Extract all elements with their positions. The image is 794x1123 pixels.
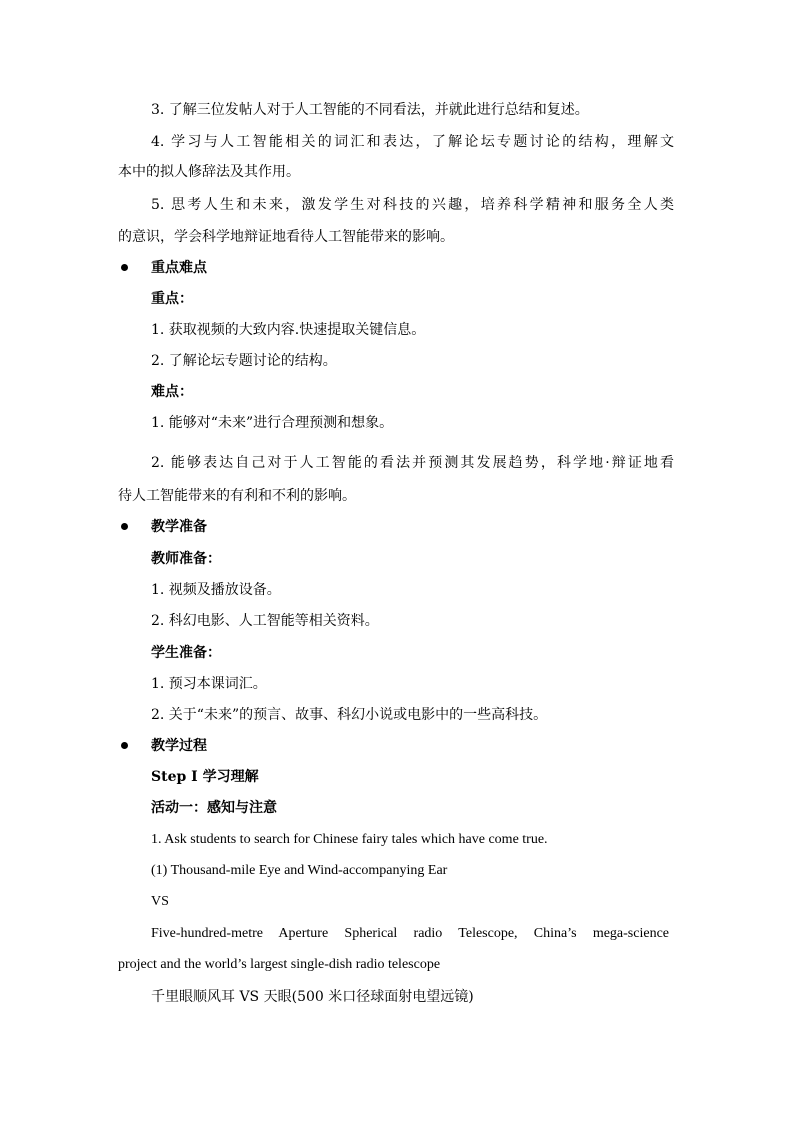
objective-item-5-line-2: 的意识，学会科学地辩证地看待人工智能带来的影响。 xyxy=(118,229,454,245)
step-heading: Step I 学习理解 xyxy=(151,769,259,785)
activity-heading: 活动一：感知与注意 xyxy=(151,800,277,816)
key-point-item-2: 2. 了解论坛专题讨论的结构。 xyxy=(151,353,337,369)
objective-item-4-line-1: 4. 学习与人工智能相关的词汇和表达，了解论坛专题讨论的结构，理解文 xyxy=(151,134,674,150)
objective-item-5-line-1: 5. 思考人生和未来，激发学生对科技的兴趣，培养科学精神和服务全人类 xyxy=(151,197,674,213)
section-heading-process: 教学过程 xyxy=(151,738,207,754)
bullet-icon xyxy=(121,264,128,271)
student-preparation-label: 学生准备： xyxy=(151,645,221,661)
teacher-preparation-label: 教师准备： xyxy=(151,551,221,567)
key-point-item-1: 1. 获取视频的大致内容.快速提取关键信息。 xyxy=(151,322,426,338)
process-line-2: (1) Thousand-mile Eye and Wind-accompanying Ear xyxy=(151,863,448,878)
difficult-point-item-2-line-2: 待人工智能带来的有利和不利的影响。 xyxy=(118,488,356,504)
student-preparation-item-2: 2. 关于“未来”的预言、故事、科幻小说或电影中的一些高科技。 xyxy=(151,707,548,723)
section-heading-key-difficult: 重点难点 xyxy=(151,260,207,276)
difficult-points-label: 难点： xyxy=(151,384,193,400)
difficult-point-item-1: 1. 能够对“未来”进行合理预测和想象。 xyxy=(151,415,394,431)
student-preparation-item-1: 1. 预习本课词汇。 xyxy=(151,676,267,692)
process-line-4: Five-hundred-metre Aperture Spherical radio Telescope, China’s mega-science xyxy=(151,926,669,941)
objective-item-3: 3. 了解三位发帖人对于人工智能的不同看法，并就此进行总结和复述。 xyxy=(151,102,589,118)
process-line-3: VS xyxy=(151,894,169,909)
process-line-5: project and the world’s largest single-dish radio telescope xyxy=(118,957,441,972)
bullet-icon xyxy=(121,742,128,749)
process-line-1: 1. Ask students to search for Chinese fairy tales which have come true. xyxy=(151,832,548,847)
key-points-label: 重点： xyxy=(151,291,193,307)
process-line-6: 千里眼顺风耳 VS 天眼(500 米口径球面射电望远镜) xyxy=(151,989,474,1005)
objective-item-4-line-2: 本中的拟人修辞法及其作用。 xyxy=(118,164,300,180)
difficult-point-item-2-line-1: 2. 能够表达自己对于人工智能的看法并预测其发展趋势，科学地·辩证地看 xyxy=(151,455,674,471)
bullet-icon xyxy=(121,523,128,530)
teacher-preparation-item-2: 2. 科幻电影、人工智能等相关资料。 xyxy=(151,613,379,629)
section-heading-preparation: 教学准备 xyxy=(151,519,207,535)
teacher-preparation-item-1: 1. 视频及播放设备。 xyxy=(151,582,281,598)
